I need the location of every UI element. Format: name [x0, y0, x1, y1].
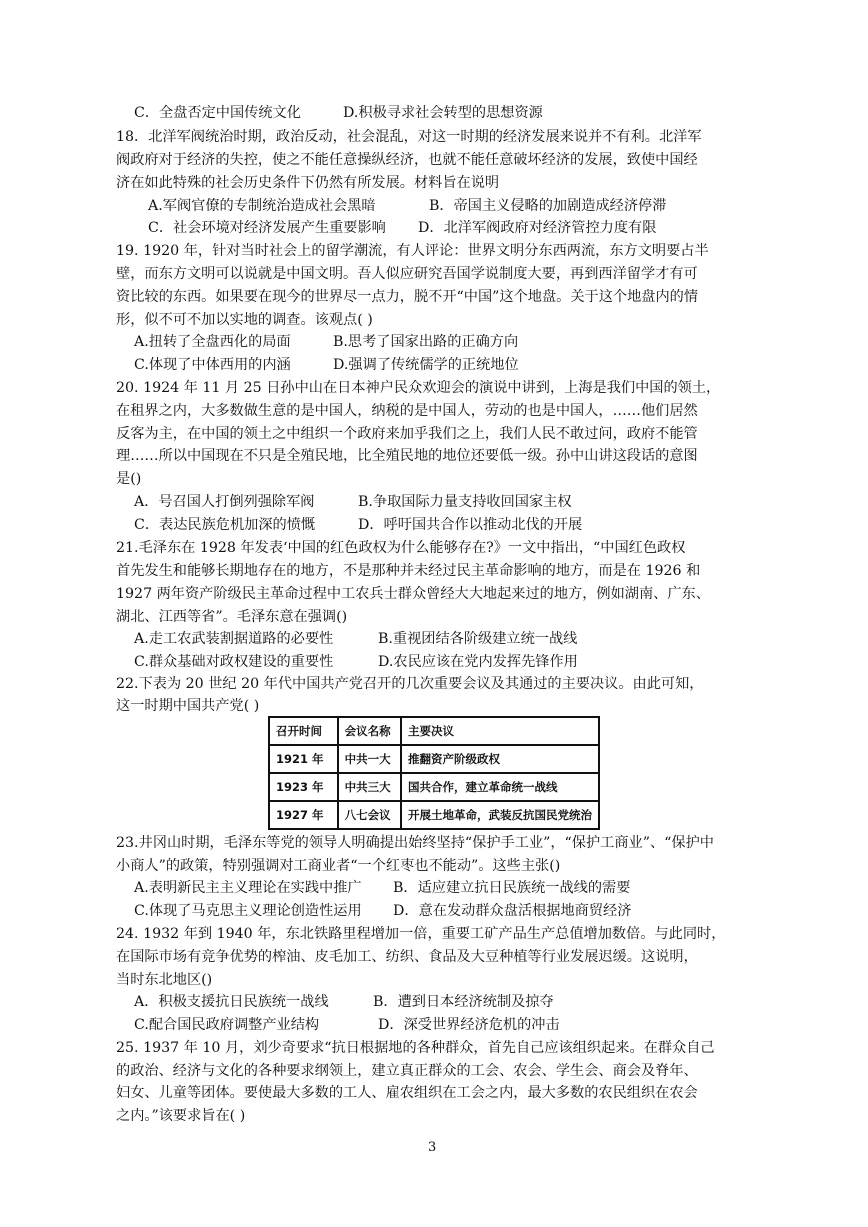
q24-stem-line: 当时东北地区(): [116, 972, 213, 988]
q25-stem-line: 25. 1937 年 10 月，刘少奇要求“抗日根据地的各种群众，首先自己应该组织起来。在群众自己: [116, 1040, 715, 1056]
q18-option-a: A.军阀官僚的专制统治造成社会黑暗: [148, 198, 376, 214]
q20-stem-line: 在租界之内，大多数做生意的是中国人，纳税的是中国人，劳动的也是中国人，……他们居然: [116, 403, 698, 419]
q18-stem-line: 济在如此特殊的社会历史条件下仍然有所发展。材料旨在说明: [116, 175, 500, 191]
q25-stem-line: 的政治、经济与文化的各种要求纲领上，建立真正群众的工会、农会、学生会、商会及脊年、: [116, 1063, 698, 1079]
q21-option-a: A.走工农武装割据道路的必要性: [134, 631, 334, 647]
q25-stem-line: 之内。”该要求旨在( ): [116, 1108, 246, 1124]
q23-stem-line: 23.井冈山时期，毛泽东等党的领导人明确提出始终坚持“保护手工业”，“保护工商业”、“保护中: [116, 835, 714, 851]
q20-option-d: D．呼吁国共合作以推动北伐的开展: [358, 517, 583, 533]
q23-option-c: C.体现了马克思主义理论创造性运用: [134, 903, 362, 919]
q17-option-c: C．全盘否定中国传统文化: [134, 105, 301, 121]
q24-option-d: D．深受世界经济危机的冲击: [378, 1017, 560, 1033]
q18-option-b: B．帝国主义侵略的加剧造成经济停滞: [429, 198, 667, 214]
q24-stem-line: 在国际市场有竞争优势的榨油、皮毛加工、纺织、食品及大豆种植等行业发展迟缓。这说明，: [116, 949, 698, 965]
table-header-cell: 会议名称: [338, 717, 401, 745]
q23-option-d: D．意在发动群众盘活根据地商贸经济: [393, 903, 632, 919]
table-header-cell: 主要决议: [401, 717, 599, 745]
q21-stem-line: 21.毛泽东在 1928 年发表‘中国的红色政权为什么能够存在?》一文中指出，“中国红色政权: [116, 540, 686, 556]
table-cell: 开展土地革命，武装反抗国民党统治: [401, 801, 599, 829]
q20-stem-line: 反客为主，在中国的领土之中组织一个政府来加乎我们之上，我们人民不敢过问，政府不能管: [116, 426, 698, 442]
table-row: [269, 801, 599, 829]
q22-stem-line: 这一时期中国共产党( ): [116, 698, 260, 714]
q25-stem-line: 妇女、儿童等团体。要使最大多数的工人、雇农组织在工会之内，最大多数的农民组织在农会: [116, 1085, 698, 1101]
q23-option-a: A.表明新民主主义理论在实践中推广: [134, 880, 362, 896]
table-row: [269, 773, 599, 801]
table-cell: 1921 年: [269, 745, 338, 773]
q20-option-c: C．表达民族危机加深的愤慨: [134, 517, 316, 533]
table-cell: 八七会议: [338, 801, 401, 829]
q19-option-a: A.扭转了全盘西化的局面: [134, 334, 291, 350]
q19-option-d: D.强调了传统儒学的正统地位: [333, 357, 519, 373]
q20-option-b: B.争取国际力量支持收回国家主权: [358, 494, 572, 510]
table-cell: 中共一大: [338, 745, 401, 773]
q18-option-d: D．北洋军阀政府对经济管控力度有限: [418, 220, 657, 236]
table-cell: 国共合作，建立革命统一战线: [401, 773, 599, 801]
q20-stem-line: 是(): [116, 471, 142, 487]
q19-stem-line: 19. 1920 年，针对当时社会上的留学潮流，有人评论：世界文明分东西两流，东方文明要占半: [116, 243, 709, 259]
q23-stem-line: 小商人”的政策，特别强调对工商业者“一个红枣也不能动”。这些主张(): [116, 858, 561, 874]
q21-option-d: D.农民应该在党内发挥先锋作用: [378, 654, 578, 670]
table-cell: 中共三大: [338, 773, 401, 801]
table-cell: 推翻资产阶级政权: [401, 745, 599, 773]
q24-option-c: C.配合国民政府调整产业结构: [134, 1017, 320, 1033]
table-row: [269, 745, 599, 773]
table-header-cell: 召开时间: [269, 717, 338, 745]
meetings-table: [268, 716, 600, 830]
q18-stem-line: 阀政府对于经济的失控，使之不能任意操纵经济，也就不能任意破坏经济的发展，致使中国经: [116, 152, 698, 168]
q19-stem-line: 资比较的东西。如果要在现今的世界尽一点力，脱不开“中国”这个地盘。关于这个地盘内的情: [116, 289, 699, 305]
q19-stem-line: 形，似不可不加以实地的调查。该观点( ): [116, 312, 373, 328]
q24-option-a: A．积极支援抗日民族统一战线: [134, 994, 329, 1010]
q21-option-b: B.重视团结各阶级建立统一战线: [378, 631, 578, 647]
q20-stem-line: 20. 1924 年 11 月 25 日孙中山在日本神户民众欢迎会的演说中讲到，上海是我们中国的领土，: [116, 380, 721, 396]
q21-stem-line: 首先发生和能够长期地存在的地方，不是那种并未经过民主革命影响的地方，而是在 1926 和: [116, 563, 701, 579]
q21-stem-line: 1927 两年资产阶级民主革命过程中工农兵士群众曾经大大地起来过的地方，例如湖南、广东、: [116, 586, 710, 602]
table-header-row: [269, 717, 599, 745]
q20-option-a: A．号召国人打倒列强除军阀: [134, 494, 315, 510]
q19-option-c: C.体现了中体西用的内涵: [134, 357, 291, 373]
q22-stem-line: 22.下表为 20 世纪 20 年代中国共产党召开的几次重要会议及其通过的主要决议。由此可知，: [116, 676, 704, 692]
q18-option-c: C．社会环境对经济发展产生重要影响: [148, 220, 386, 236]
table-cell: 1927 年: [269, 801, 338, 829]
q23-option-b: B．适应建立抗日民族统一战线的需要: [393, 880, 631, 896]
q19-option-b: B.思考了国家出路的正确方向: [333, 334, 519, 350]
q19-stem-line: 壁，而东方文明可以说就是中国文明。吾人似应研究吾国学说制度大要，再到西洋留学才有可: [116, 266, 698, 282]
page-number: 3: [428, 1140, 437, 1155]
q21-stem-line: 湖北、江西等省”。毛泽东意在强调(): [116, 609, 348, 625]
q24-option-b: B．遭到日本经济统制及掠夺: [373, 994, 554, 1010]
q18-stem-line: 18．北洋军阀统治时期，政治反动，社会混乱，对这一时期的经济发展来说并不有利。北洋军: [116, 129, 702, 145]
q24-stem-line: 24. 1932 年到 1940 年，东北铁路里程增加一倍，重要工矿产品生产总值增加数倍。与此同时，: [116, 926, 726, 942]
q17-option-d: D.积极寻求社会转型的思想资源: [343, 105, 543, 121]
q21-option-c: C.群众基础对政权建设的重要性: [134, 654, 334, 670]
q20-stem-line: 理……所以中国现在不只是全殖民地，比全殖民地的地位还要低一级。孙中山讲这段话的意图: [116, 448, 698, 464]
table-cell: 1923 年: [269, 773, 338, 801]
